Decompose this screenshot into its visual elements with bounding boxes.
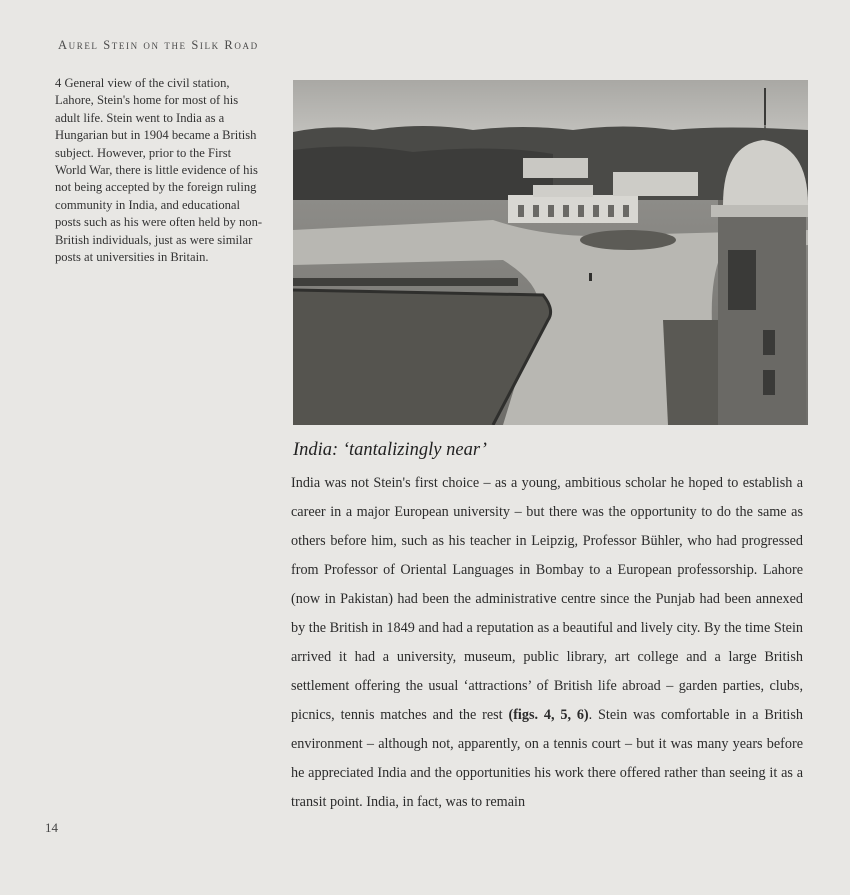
figure-caption: 4 General view of the civil station, Lahore, Stein's home for most of his adult life. Stein went to India as a Hungarian but in 1904 became a British subject. However, prior to the First World War, there is little evidence of his not being accepted by the foreign ruling community in India, and educational posts such as his were often held by non-British individuals, just as were similar posts at universities in Britain. bbox=[55, 76, 263, 265]
body-text-part-1: India was not Stein's first choice – as a young, ambitious scholar he hoped to establish a career in a major European university – but there was the opportunity to do the same as others before him, such as his teacher in Leipzig, Professor Bühler, who had progressed from Professor of Oriental Languages in Bombay to a European professorship. Lahore (now in Pakistan) had been the administrative centre since the Punjab had been annexed by the British in 1849 and had a reputation as a beautiful and lively city. By the time Stein arrived it had a university, museum, public library, art college and a large British settlement offering the usual ‘attractions’ of British life abroad – garden parties, clubs, picnics, tennis matches and the rest bbox=[291, 475, 803, 723]
running-head: Aurel Stein on the Silk Road bbox=[58, 38, 259, 52]
page-number: 14 bbox=[45, 820, 58, 835]
body-text-part-2: . Stein was comfortable in a British environment – although not, apparently, on a tennis court – but it was many years before he appreciated India and the opportunities his work there offered rather than seeing it as a transit point. India, in fact, was to remain bbox=[291, 707, 803, 810]
figure-reference: (figs. 4, 5, 6) bbox=[508, 707, 589, 723]
section-heading: India: ‘tantalizingly near’ bbox=[293, 440, 487, 460]
body-text bbox=[291, 469, 803, 817]
lahore-civil-station-photo bbox=[293, 80, 808, 425]
